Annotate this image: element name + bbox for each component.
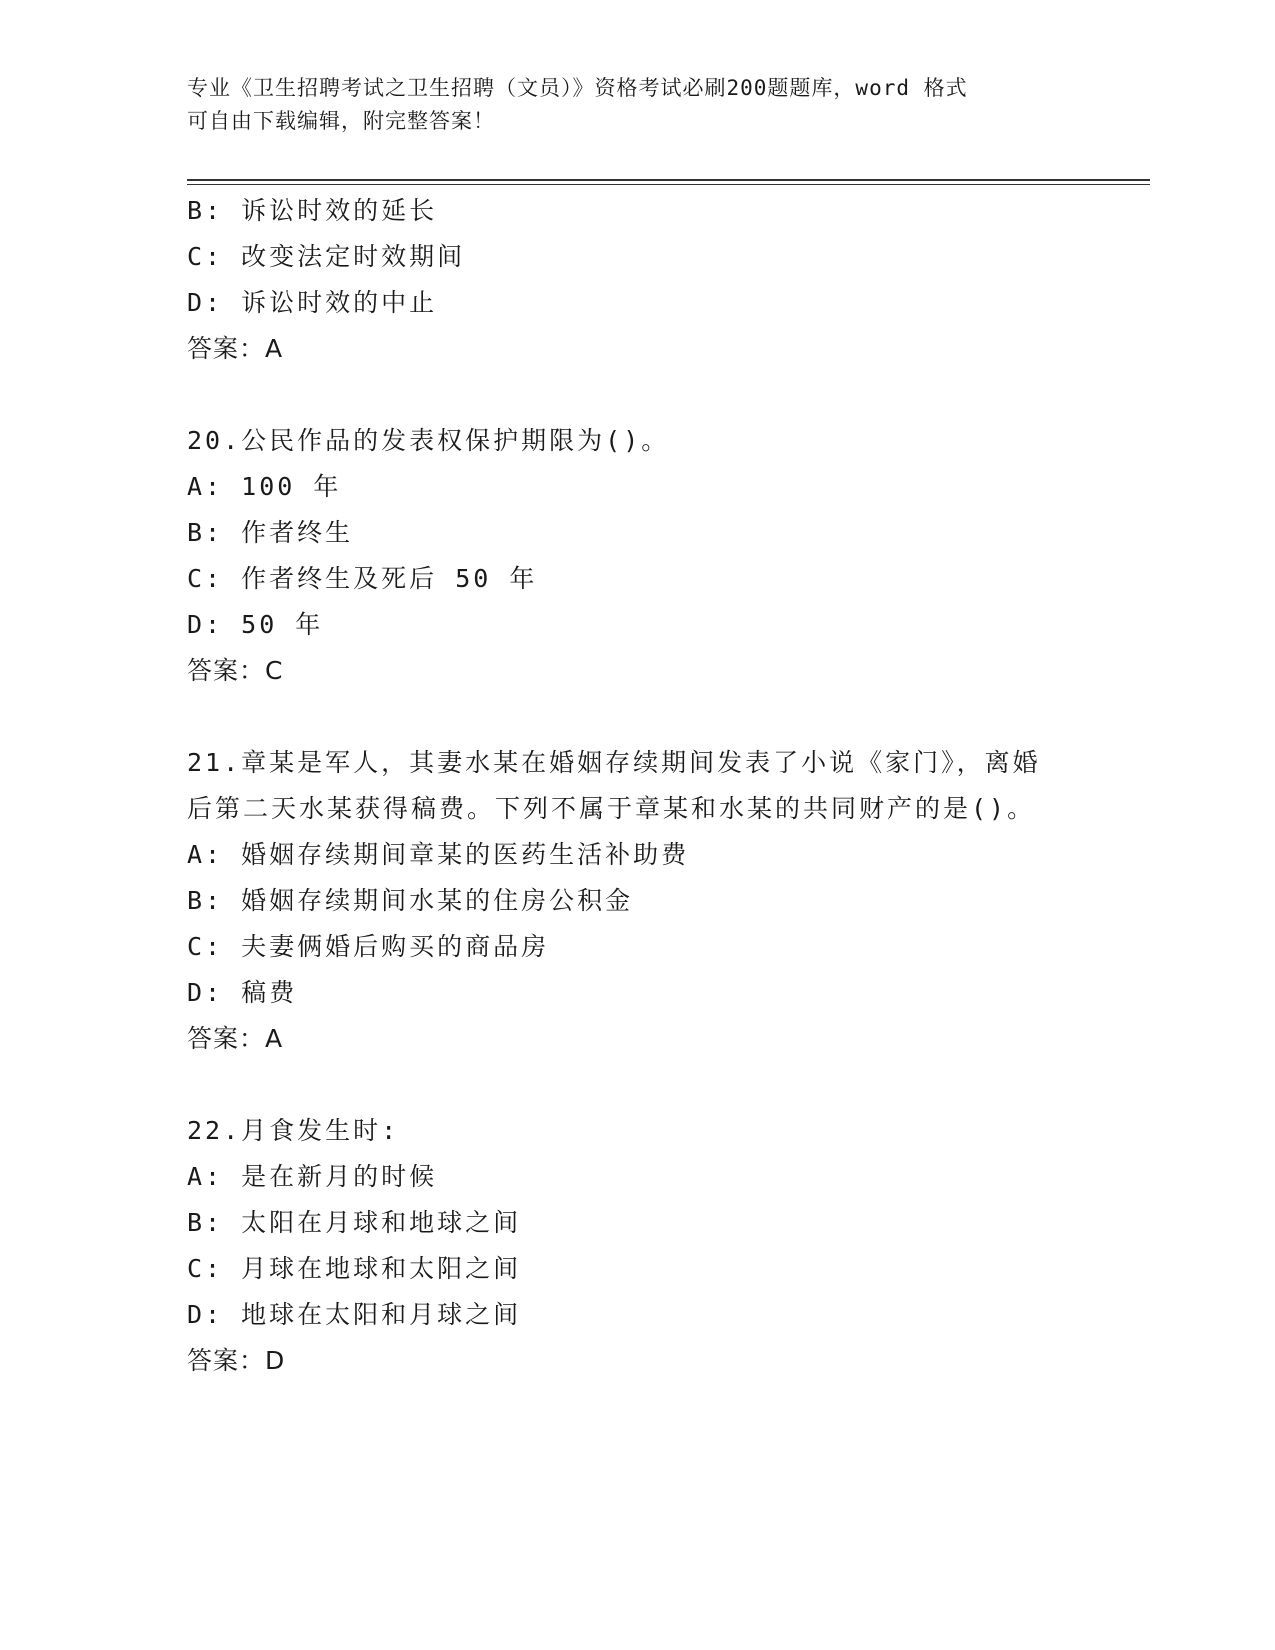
header-title-line-1: 专业《卫生招聘考试之卫生招聘（文员）》资格考试必刷200题题库，word 格式 (187, 76, 968, 100)
option-a: A: 婚姻存续期间章某的医药生活补助费 (187, 840, 690, 869)
question-20 (187, 418, 1087, 694)
answer-line: 答案：A (187, 334, 284, 363)
question-stem: 20.公民作品的发表权保护期限为()。 (187, 426, 670, 455)
question-19-tail (187, 188, 1087, 372)
question-22 (187, 1108, 1087, 1384)
question-spacer (187, 694, 1087, 740)
option-c: C: 改变法定时效期间 (187, 242, 466, 271)
header-divider-thick (187, 179, 1150, 181)
question-stem-line-1: 21.章某是军人，其妻水某在婚姻存续期间发表了小说《家门》，离婚 (187, 748, 1041, 777)
answer-line: 答案：D (187, 1346, 286, 1375)
answer-line: 答案：A (187, 1024, 284, 1053)
question-21 (187, 740, 1087, 1062)
header-divider-thin (187, 184, 1150, 185)
question-spacer (187, 1062, 1087, 1108)
option-b: B: 作者终生 (187, 518, 354, 547)
option-b: B: 太阳在月球和地球之间 (187, 1208, 522, 1237)
question-list (187, 188, 1087, 1384)
option-b: B: 诉讼时效的延长 (187, 196, 438, 225)
answer-line: 答案：C (187, 656, 284, 685)
header-title-line-2: 可自由下载编辑，附完整答案！ (187, 109, 495, 133)
option-a: A: 是在新月的时候 (187, 1162, 438, 1191)
document-header (187, 72, 1087, 138)
question-stem: 22.月食发生时: (187, 1116, 400, 1145)
option-b: B: 婚姻存续期间水某的住房公积金 (187, 886, 634, 915)
question-spacer (187, 372, 1087, 418)
option-a: A: 100 年 (187, 472, 342, 501)
option-c: C: 月球在地球和太阳之间 (187, 1254, 522, 1283)
option-c: C: 作者终生及死后 50 年 (187, 564, 538, 593)
question-stem-line-2: 后第二天水某获得稿费。下列不属于章某和水某的共同财产的是()。 (187, 794, 1036, 823)
option-d: D: 诉讼时效的中止 (187, 288, 438, 317)
option-c: C: 夫妻俩婚后购买的商品房 (187, 932, 550, 961)
option-d: D: 地球在太阳和月球之间 (187, 1300, 522, 1329)
option-d: D: 50 年 (187, 610, 324, 639)
option-d: D: 稿费 (187, 978, 298, 1007)
